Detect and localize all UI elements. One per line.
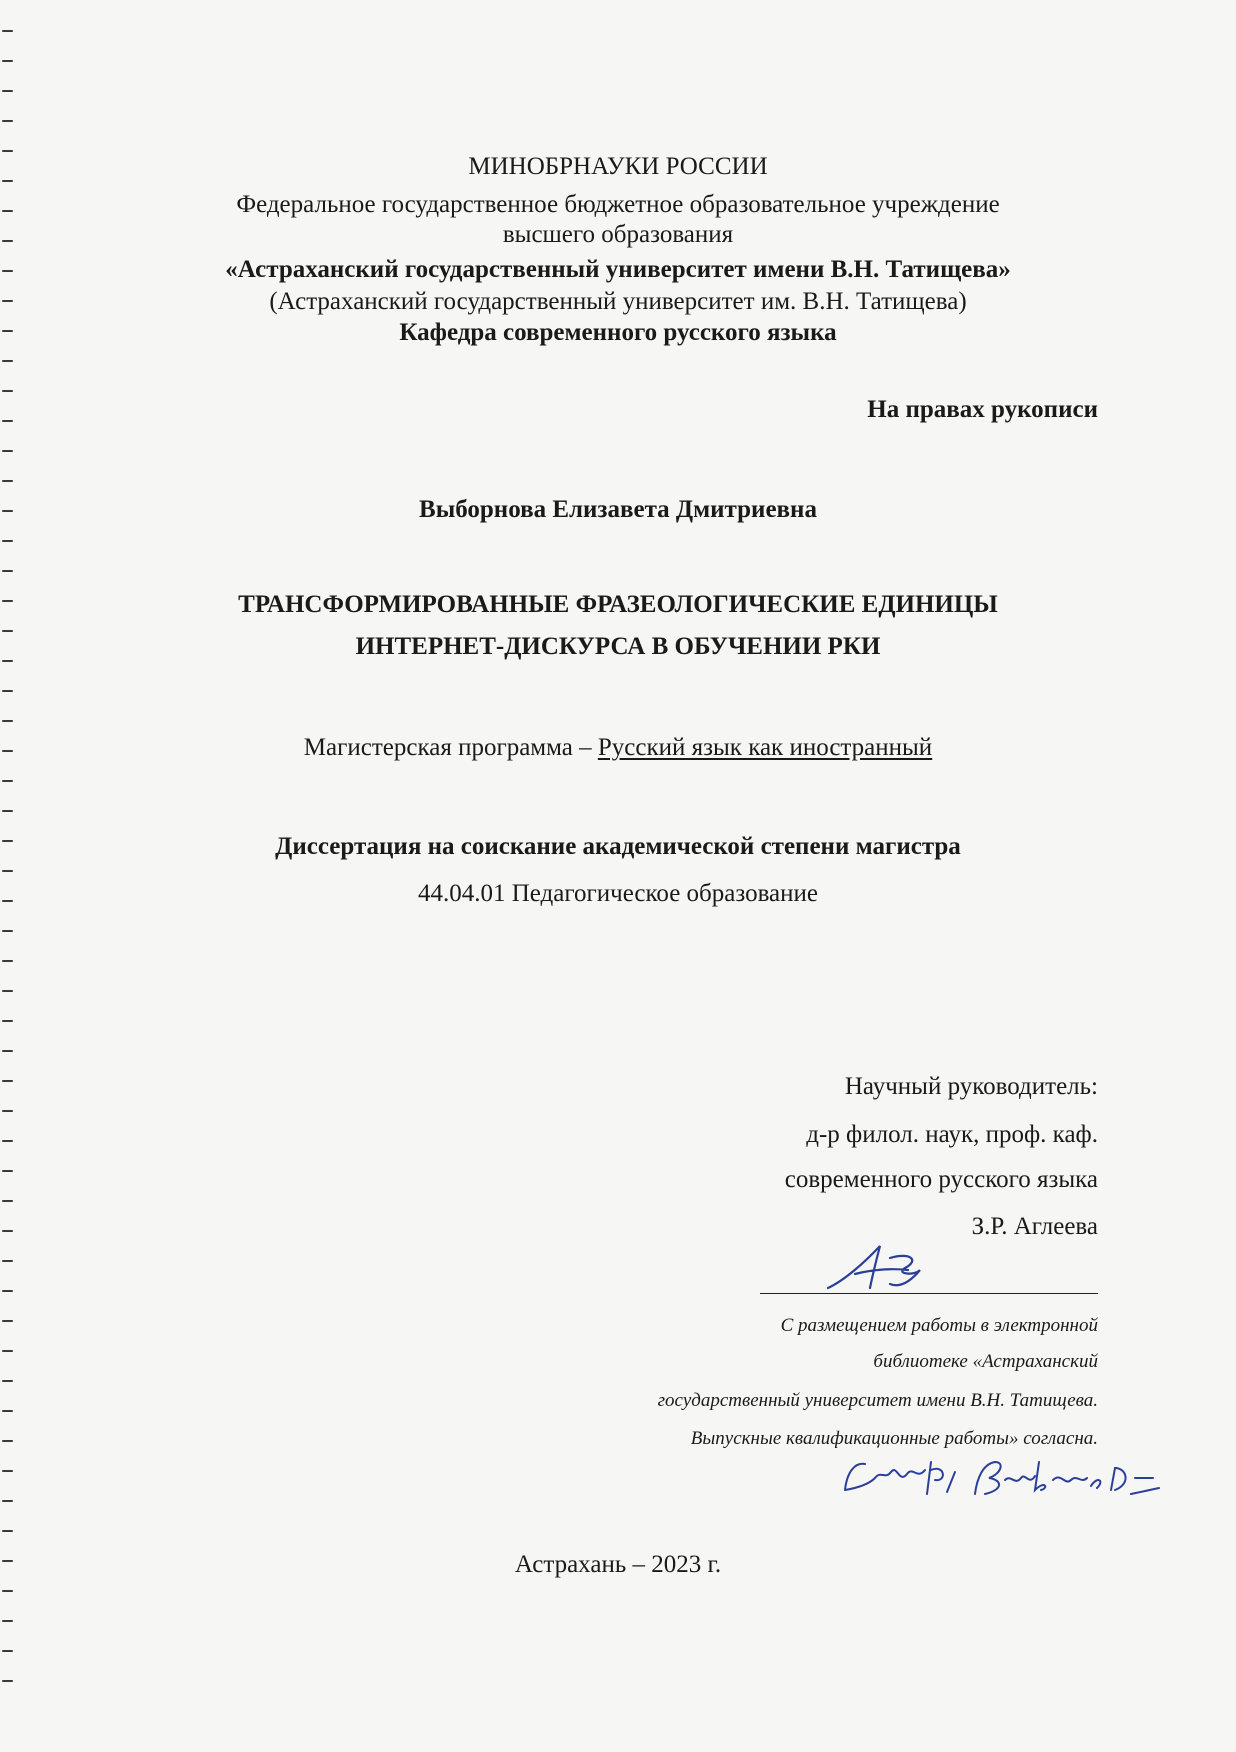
binding-hole-mark xyxy=(2,1020,13,1022)
university-full-name: «Астраханский государственный университет имени В.Н. Татищева» xyxy=(225,256,1011,283)
supervisor-signature-line xyxy=(760,1293,1098,1294)
binding-hole-mark xyxy=(2,1620,13,1622)
binding-hole-mark xyxy=(2,720,13,722)
binding-hole-mark xyxy=(2,870,13,872)
specialty-code: 44.04.01 Педагогическое образование xyxy=(417,880,819,907)
institution-type-line1: Федеральное государственное бюджетное образовательное учреждение xyxy=(236,191,1000,218)
binding-hole-mark xyxy=(2,1410,13,1412)
consent-line4: Выпускные квалификационные работы» согласна. xyxy=(690,1428,1098,1449)
consent-line2: библиотеке «Астраханский xyxy=(873,1351,1098,1372)
supervisor-label: Научный руководитель: xyxy=(844,1073,1098,1100)
binding-hole-mark xyxy=(2,1590,13,1592)
binding-hole-mark xyxy=(2,540,13,542)
supervisor-position-line2: современного русского языка xyxy=(784,1166,1098,1193)
binding-hole-mark xyxy=(2,1350,13,1352)
master-program xyxy=(0,733,1236,763)
binding-hole-mark xyxy=(2,60,13,62)
university-short-name: (Астраханский государственный университет им. В.Н. Татищева) xyxy=(269,288,967,315)
binding-hole-mark xyxy=(2,1530,13,1532)
binding-hole-mark xyxy=(2,1200,13,1202)
binding-hole-mark xyxy=(2,810,13,812)
degree-statement: Диссертация на соискание академической степени магистра xyxy=(275,833,961,860)
binding-hole-mark xyxy=(2,960,13,962)
thesis-title-line2: ИНТЕРНЕТ-ДИСКУРСА В ОБУЧЕНИИ РКИ xyxy=(355,633,881,660)
binding-hole-mark xyxy=(2,120,13,122)
binding-hole-mark xyxy=(2,480,13,482)
binding-hole-mark xyxy=(2,1500,13,1502)
binding-hole-mark xyxy=(2,1650,13,1652)
binding-hole-mark xyxy=(2,1290,13,1292)
city-year: Астрахань – 2023 г. xyxy=(514,1551,722,1578)
consent-line1: С размещением работы в электронной xyxy=(780,1315,1098,1336)
binding-hole-mark xyxy=(2,780,13,782)
binding-hole-mark xyxy=(2,570,13,572)
binding-hole-mark xyxy=(2,360,13,362)
binding-hole-mark xyxy=(2,1050,13,1052)
author-name: Выборнова Елизавета Дмитриевна xyxy=(419,496,817,523)
consent-line3: государственный университет имени В.Н. Татищева. xyxy=(657,1390,1098,1411)
rights-note: На правах рукописи xyxy=(867,396,1098,423)
binding-hole-mark xyxy=(2,690,13,692)
binding-hole-mark xyxy=(2,30,13,32)
binding-hole-mark xyxy=(2,1110,13,1112)
binding-hole-mark xyxy=(2,990,13,992)
supervisor-position-line1: д-р филол. наук, проф. каф. xyxy=(806,1121,1098,1148)
binding-hole-mark xyxy=(2,1440,13,1442)
binding-hole-mark xyxy=(2,1380,13,1382)
program-name: Русский язык как иностранный xyxy=(597,734,933,761)
binding-hole-mark xyxy=(2,420,13,422)
binding-hole-mark xyxy=(2,1140,13,1142)
binding-hole-mark xyxy=(2,450,13,452)
binding-hole-mark xyxy=(2,1230,13,1232)
department-name: Кафедра современного русского языка xyxy=(399,319,837,346)
institution-type-line2: высшего образования xyxy=(502,221,734,248)
binding-hole-mark xyxy=(2,1260,13,1262)
binding-hole-mark xyxy=(2,930,13,932)
binding-hole-mark xyxy=(2,90,13,92)
binding-hole-mark xyxy=(2,1320,13,1322)
thesis-title-line1: ТРАНСФОРМИРОВАННЫЕ ФРАЗЕОЛОГИЧЕСКИЕ ЕДИНИЦЫ xyxy=(238,591,998,618)
binding-hole-mark xyxy=(2,1470,13,1472)
program-label: Магистерская программа – xyxy=(303,734,598,761)
binding-hole-mark xyxy=(2,1170,13,1172)
binding-hole-mark xyxy=(2,390,13,392)
supervisor-signature xyxy=(820,1240,930,1300)
author-signature xyxy=(835,1450,1165,1510)
binding-hole-mark xyxy=(2,1080,13,1082)
binding-hole-mark xyxy=(2,1680,13,1682)
supervisor-name: З.Р. Аглеева xyxy=(971,1213,1098,1240)
ministry-name: МИНОБРНАУКИ РОССИИ xyxy=(468,153,768,180)
